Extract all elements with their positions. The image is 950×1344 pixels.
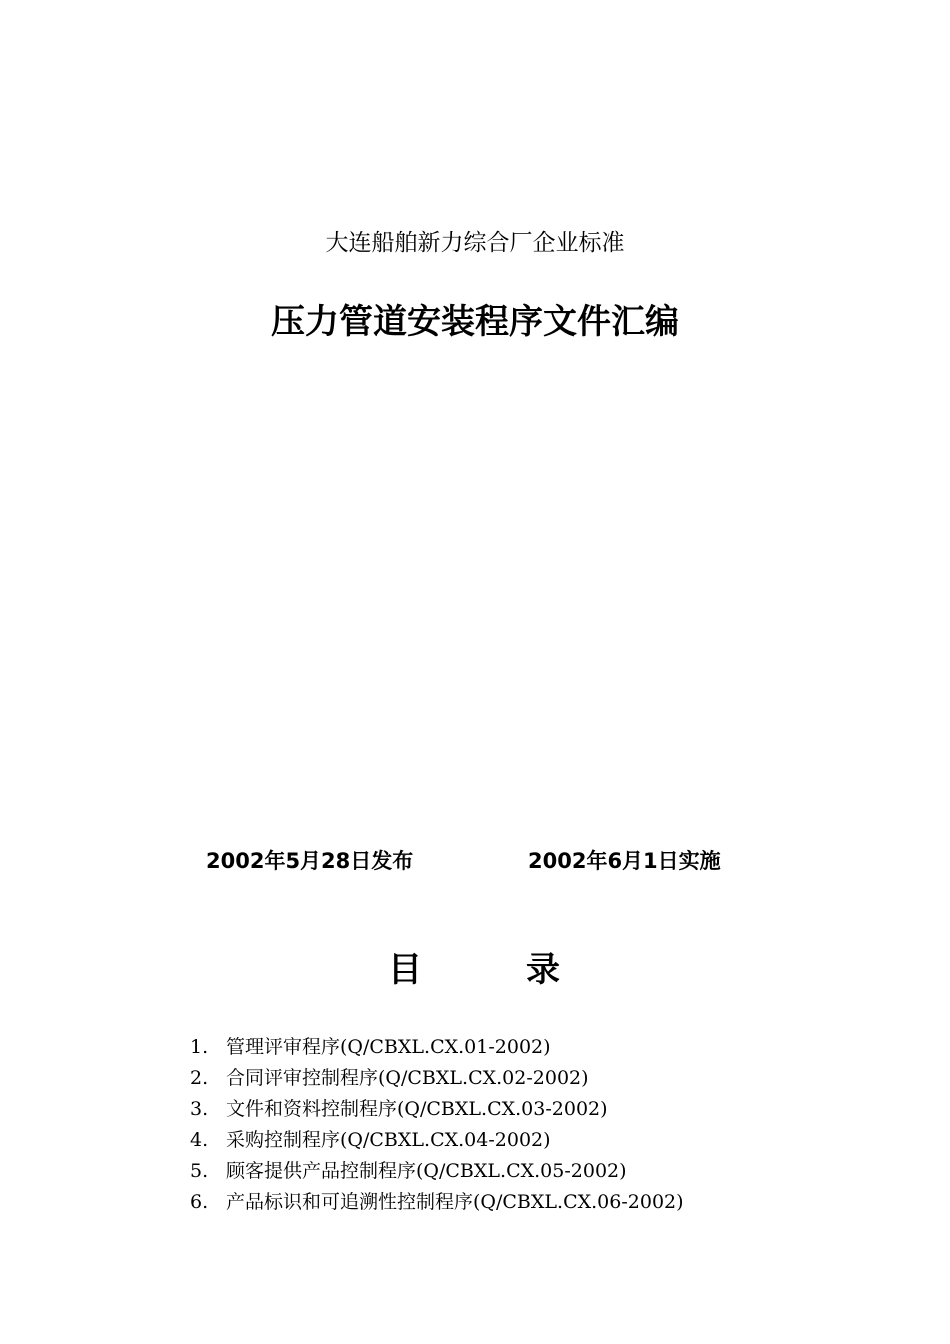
toc-item-text: 产品标识和可追溯性控制程序(Q/CBXL.CX.06-2002) bbox=[226, 1191, 684, 1213]
issue-date: 2002年5月28日发布 bbox=[206, 849, 414, 873]
toc-heading-char-1: 目 bbox=[388, 950, 422, 990]
toc-item bbox=[190, 1063, 684, 1094]
toc-item-text: 顾客提供产品控制程序(Q/CBXL.CX.05-2002) bbox=[226, 1160, 627, 1182]
toc-item-number: 2. bbox=[190, 1067, 209, 1089]
toc-item-number: 1. bbox=[190, 1036, 209, 1058]
table-of-contents bbox=[190, 1032, 684, 1218]
toc-item bbox=[190, 1156, 684, 1187]
toc-item bbox=[190, 1094, 684, 1125]
toc-item-number: 3. bbox=[190, 1098, 209, 1120]
toc-item bbox=[190, 1032, 684, 1063]
effective-date: 2002年6月1日实施 bbox=[528, 849, 721, 873]
toc-item-text: 采购控制程序(Q/CBXL.CX.04-2002) bbox=[226, 1129, 551, 1151]
company-standard-subtitle: 大连船舶新力综合厂企业标准 bbox=[325, 230, 625, 256]
toc-heading-char-2: 录 bbox=[526, 950, 560, 990]
toc-item-number: 6. bbox=[190, 1191, 209, 1213]
toc-item-text: 管理评审程序(Q/CBXL.CX.01-2002) bbox=[226, 1036, 551, 1058]
toc-item bbox=[190, 1187, 684, 1218]
toc-item-number: 4. bbox=[190, 1129, 209, 1151]
document-title: 压力管道安装程序文件汇编 bbox=[271, 302, 679, 342]
toc-item-text: 文件和资料控制程序(Q/CBXL.CX.03-2002) bbox=[226, 1098, 608, 1120]
toc-item-text: 合同评审控制程序(Q/CBXL.CX.02-2002) bbox=[226, 1067, 589, 1089]
toc-item bbox=[190, 1125, 684, 1156]
toc-item-number: 5. bbox=[190, 1160, 209, 1182]
